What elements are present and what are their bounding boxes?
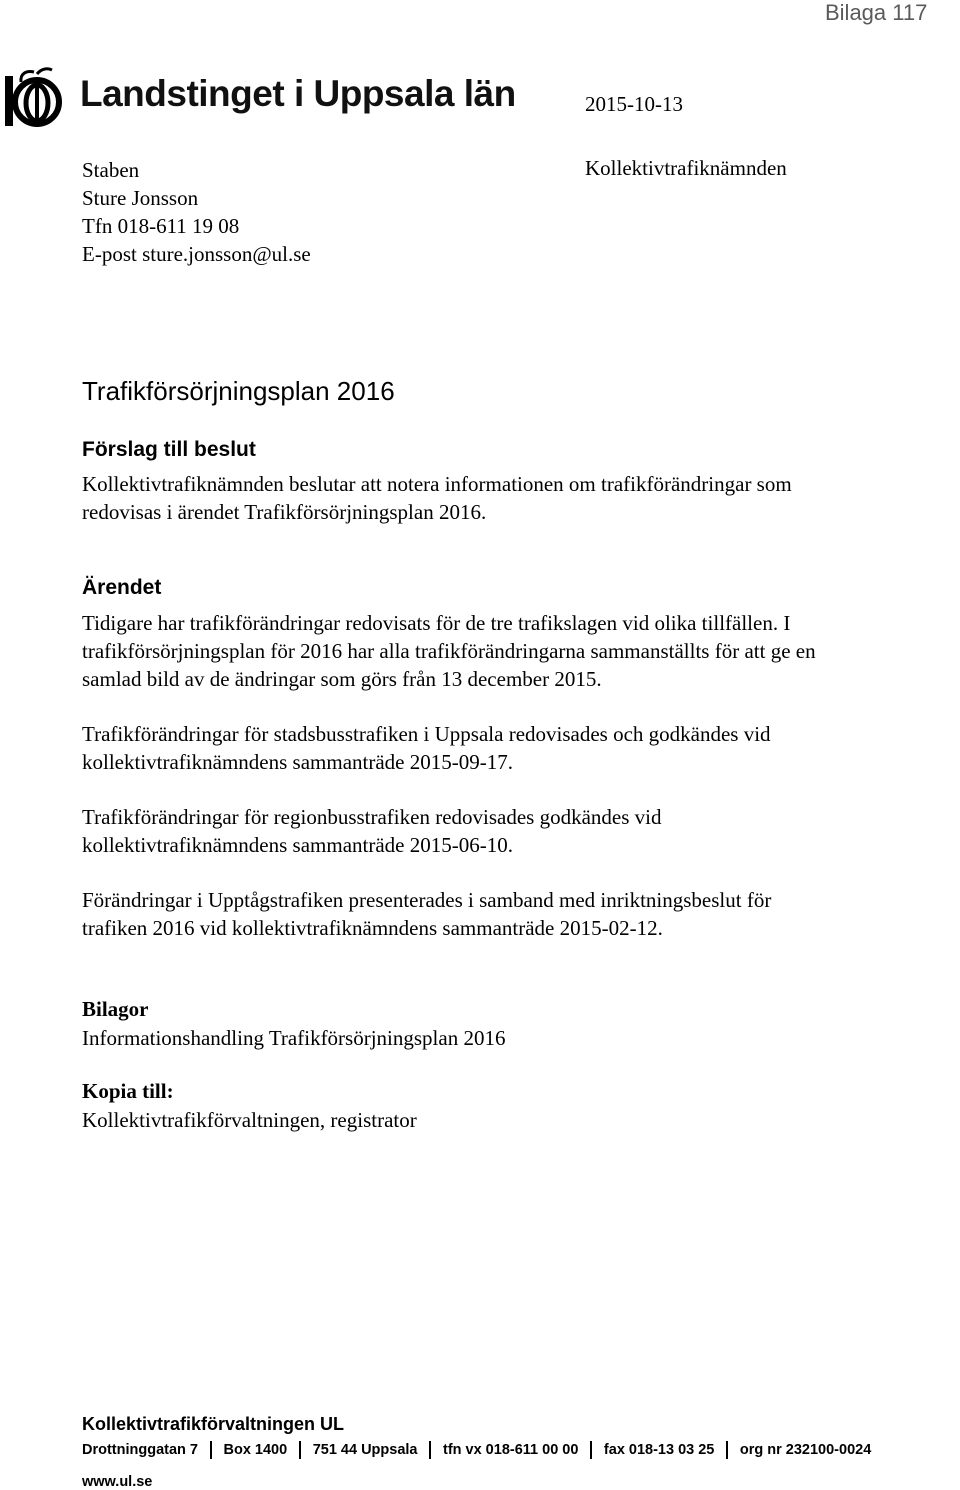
text-line: kollektivtrafiknämndens sammanträde 2015-09-17. [82, 750, 513, 774]
text-line: redovisas i ärendet Trafikförsörjningsplan 2016. [82, 500, 487, 524]
kopia-heading: Kopia till: [82, 1079, 174, 1103]
text-line: kollektivtrafiknämndens sammanträde 2015-06-10. [82, 833, 513, 857]
sender-name: Sture Jonsson [82, 186, 199, 210]
sender-phone: Tfn 018-611 19 08 [82, 214, 240, 238]
forslag-heading: Förslag till beslut [82, 438, 256, 461]
footer-website[interactable]: www.ul.se [82, 1474, 153, 1490]
sender-email: E-post sture.jonsson@ul.se [82, 242, 311, 266]
text-line: Kollektivtrafiknämnden beslutar att notera informationen om trafikförändringar som [82, 472, 792, 496]
footer-org-number: org nr 232100-0024 [739, 1442, 872, 1458]
text-line: Trafikförändringar för regionbusstrafiken redovisades godkändes vid [82, 805, 662, 829]
divider [429, 1441, 431, 1459]
arendet-paragraph [82, 803, 912, 859]
divider [590, 1441, 592, 1459]
text-line: trafikförsörjningsplan för 2016 har alla trafikförändringarna sammanställts för att ge en [82, 639, 816, 663]
footer-organization: Kollektivtrafikförvaltningen UL [82, 1414, 345, 1434]
footer-fax: fax 018-13 03 25 [603, 1442, 715, 1458]
document-title: Trafikförsörjningsplan 2016 [82, 376, 395, 406]
kopia-body: Kollektivtrafikförvaltningen, registrator [82, 1108, 417, 1132]
recipient: Kollektivtrafiknämnden [585, 156, 787, 180]
footer-box: Box 1400 [223, 1442, 288, 1458]
divider [726, 1441, 728, 1459]
text-line: Tidigare har trafikförändringar redovisats för de tre trafikslagen vid olika tillfällen. I [82, 611, 791, 635]
divider [210, 1441, 212, 1459]
arendet-heading: Ärendet [82, 576, 162, 599]
bilagor-heading: Bilagor [82, 997, 149, 1021]
footer-contact-row [82, 1441, 871, 1459]
organization-logo-text: Landstinget i Uppsala län [80, 73, 516, 114]
arendet-paragraph [82, 609, 912, 693]
forslag-body [82, 470, 912, 526]
text-line: Trafikförändringar för stadsbusstrafiken i Uppsala redovisades och godkändes vid [82, 722, 771, 746]
text-line: trafiken 2016 vid kollektivtrafiknämndens sammanträde 2015-02-12. [82, 916, 663, 940]
footer-phone: tfn vx 018-611 00 00 [442, 1442, 579, 1458]
footer-address: Drottninggatan 7 [82, 1442, 198, 1458]
document-date: 2015-10-13 [585, 92, 683, 116]
arendet-paragraph [82, 886, 912, 942]
apple-logo-icon [4, 66, 64, 128]
arendet-paragraph [82, 720, 912, 776]
divider [299, 1441, 301, 1459]
text-line: samlad bild av de ändringar som görs från 13 december 2015. [82, 667, 602, 691]
bilagor-body: Informationshandling Trafikförsörjningsplan 2016 [82, 1026, 506, 1050]
sender-dept: Staben [82, 158, 140, 182]
footer-postal: 751 44 Uppsala [312, 1442, 418, 1458]
bilaga-label: Bilaga 117 [825, 0, 928, 25]
text-line: Förändringar i Upptågstrafiken presenterades i samband med inriktningsbeslut för [82, 888, 772, 912]
sender-block [82, 156, 311, 268]
